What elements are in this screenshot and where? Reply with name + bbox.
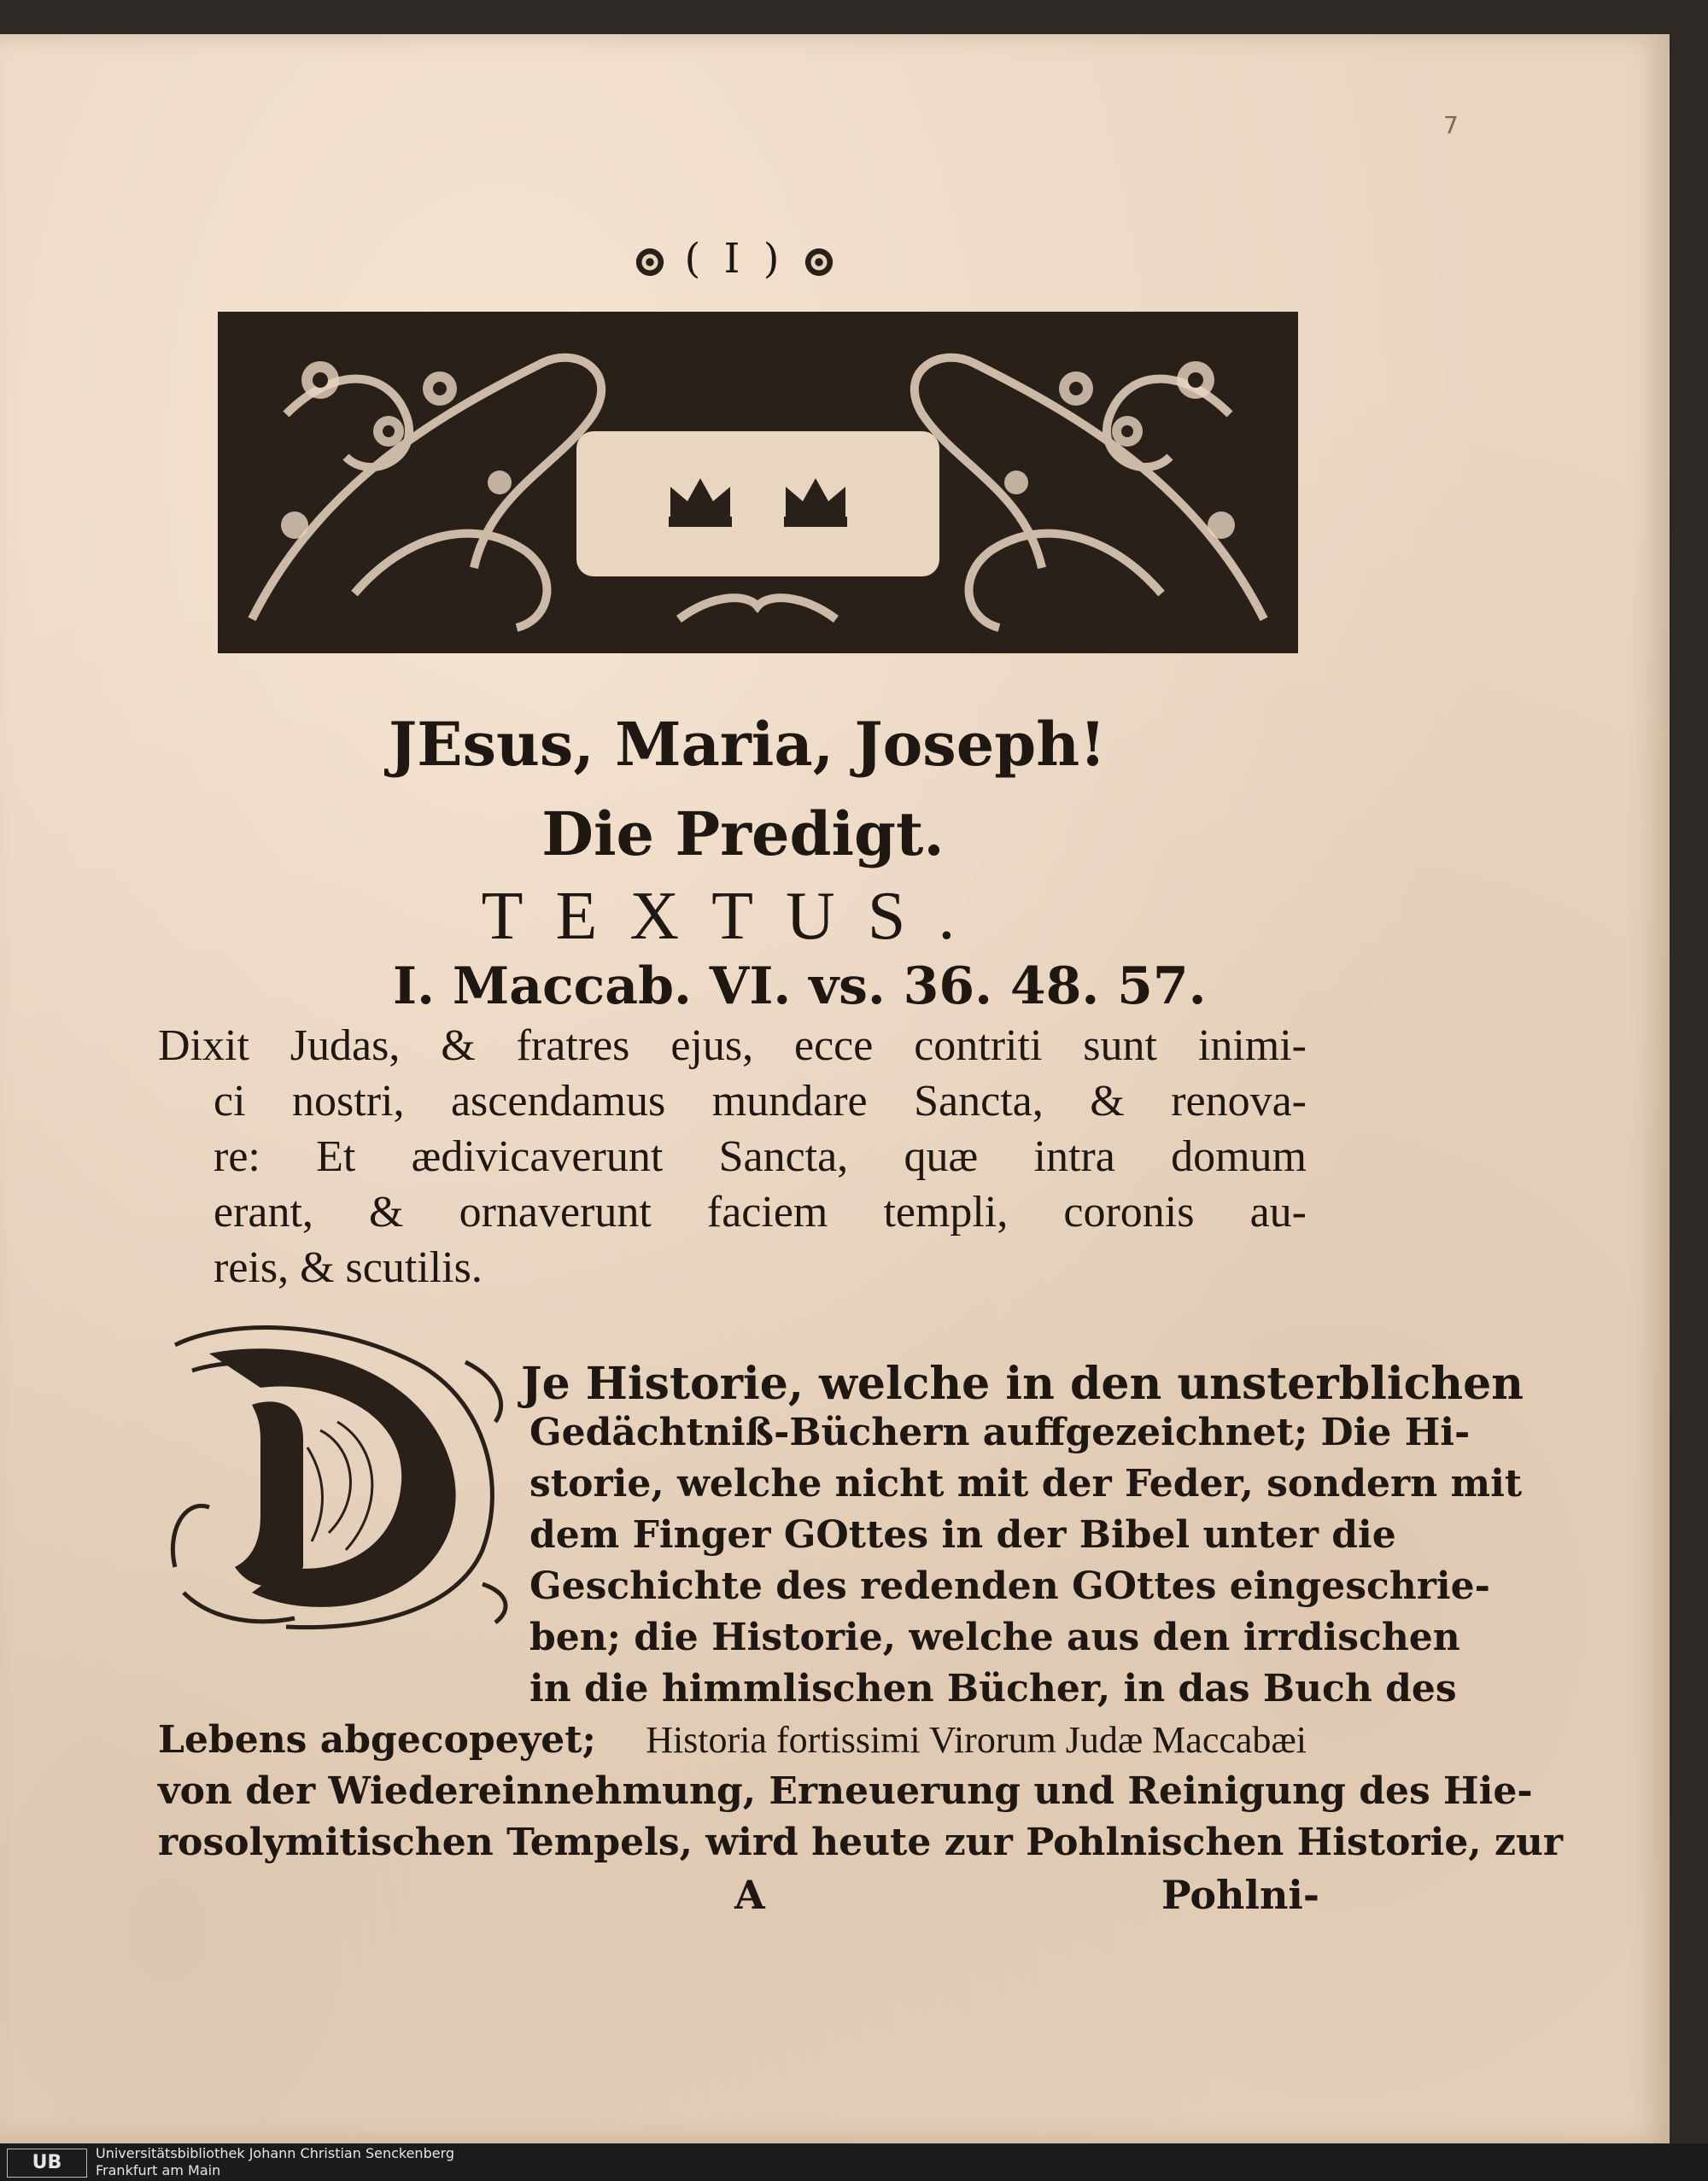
body-text-line: storie, welche nicht mit der Feder, sondern mit — [529, 1462, 1523, 1506]
library-name: Universitätsbibliothek Johann Christian Senckenberg — [96, 2145, 455, 2161]
page-number: ( I ) — [684, 235, 785, 283]
latin-text-line: Dixit Judas, & fratres ejus, ecce contriti sunt inimi- — [158, 1021, 1307, 1070]
woodcut-headpiece-ornament — [218, 312, 1298, 653]
rosette-ornament-icon — [634, 246, 666, 278]
latin-text-line: reis, & scutilis. — [214, 1243, 483, 1292]
body-text-line: von der Wiedereinnehmung, Erneuerung und Reinigung des Hie- — [158, 1769, 1533, 1813]
body-text-latin-part: Historia fortissimi Virorum Judæ Maccabæi — [646, 1719, 1307, 1761]
body-text-line: Je Historie, welche in den unsterblichen — [521, 1358, 1524, 1410]
catchword: Pohlni- — [1161, 1872, 1319, 1918]
textus-heading: TEXTUS. — [481, 879, 988, 954]
body-text-line: dem Finger GOttes in der Bibel unter die — [529, 1513, 1396, 1557]
body-text-fraktur-part: Lebens abgecopeyet; — [158, 1718, 596, 1762]
corner-mark: 7 — [1443, 111, 1459, 139]
latin-text-line: re: Et ædivicaverunt Sancta, quæ intra domum — [214, 1132, 1307, 1181]
signature-mark: A — [734, 1872, 765, 1918]
latin-text-line: erant, & ornaverunt faciem templi, coronis au- — [214, 1188, 1307, 1237]
latin-text-line: ci nostri, ascendamus mundare Sancta, & renova- — [214, 1077, 1307, 1126]
decorated-initial-d — [158, 1311, 517, 1640]
body-text-line: Geschichte des redenden GOttes eingeschrie- — [529, 1564, 1490, 1608]
rosette-ornament-icon — [803, 246, 835, 278]
library-footer-bar — [0, 2143, 1708, 2181]
library-logo: UB — [7, 2149, 87, 2178]
body-text-line-mixed — [158, 1718, 1307, 1762]
body-text-line: in die himmlischen Bücher, in das Buch des — [529, 1667, 1457, 1710]
body-text-line: Gedächtniß-Büchern auffgezeichnet; Die Hi- — [529, 1411, 1471, 1454]
scripture-reference: I. Maccab. VI. vs. 36. 48. 57. — [393, 956, 1207, 1016]
book-page — [0, 34, 1670, 2143]
page-number-line — [598, 235, 871, 283]
body-text-line: ben; die Historie, welche aus den irrdischen — [529, 1616, 1460, 1659]
library-location: Frankfurt am Main — [96, 2162, 221, 2178]
body-text-line: rosolymitischen Tempels, wird heute zur Pohlnischen Historie, zur — [158, 1821, 1564, 1864]
invocation-heading: JEsus, Maria, Joseph! — [389, 709, 1106, 780]
sermon-heading: Die Predigt. — [541, 798, 945, 869]
